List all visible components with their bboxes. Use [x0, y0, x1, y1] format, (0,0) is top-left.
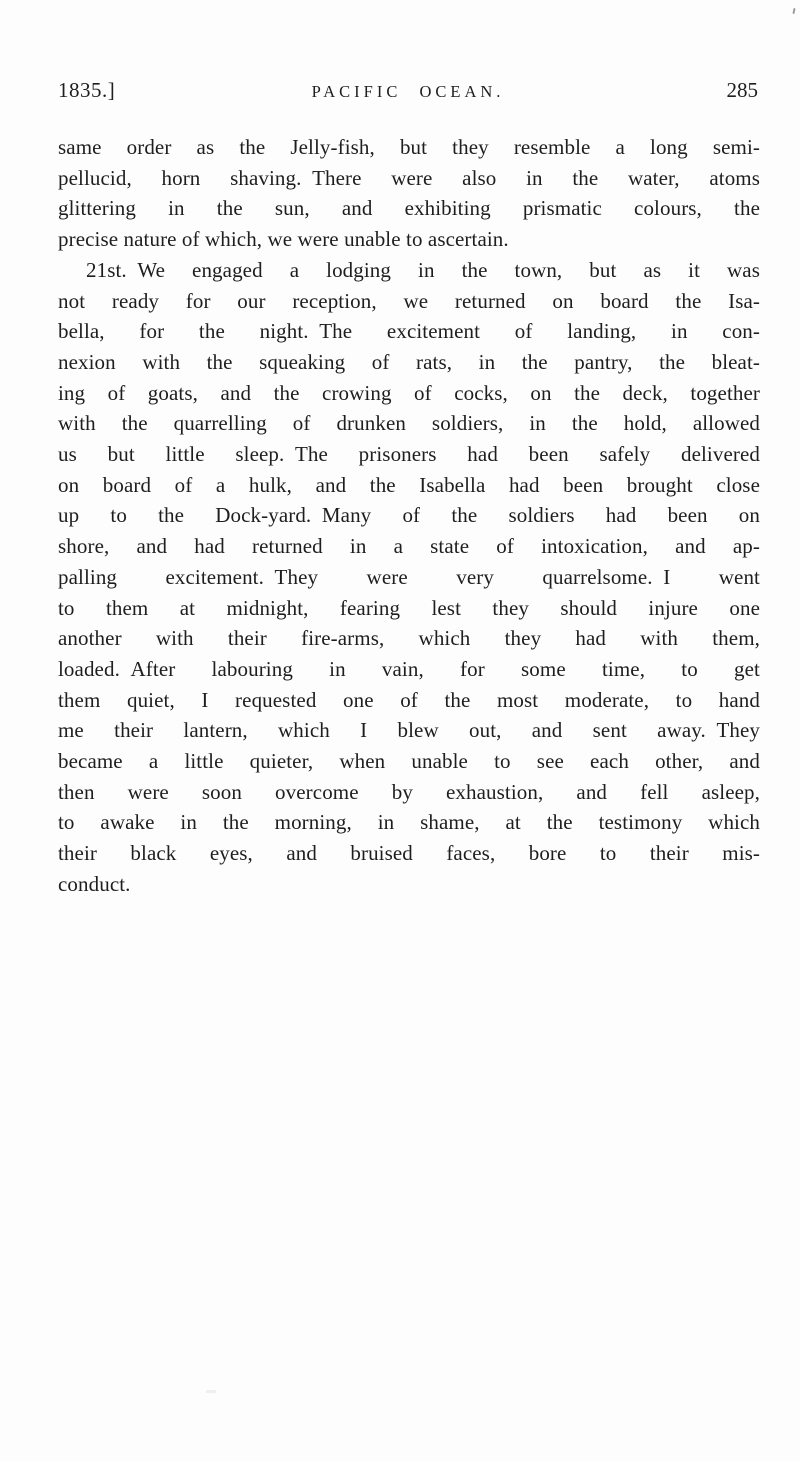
- text-line: then were soon overcome by exhaustion, and fell asleep,: [58, 779, 760, 804]
- text-line: palling excitement. They were very quarrelsome. I went: [58, 564, 760, 589]
- text-line: ing of goats, and the crowing of cocks, on the deck, together: [58, 380, 760, 405]
- page-text: [0, 132, 760, 900]
- text-line: nexion with the squeaking of rats, in the pantry, the bleat-: [58, 349, 760, 374]
- text-line: not ready for our reception, we returned on board the Isa-: [58, 288, 760, 313]
- text-line: pellucid, horn shaving. There were also in the water, atoms: [58, 165, 760, 190]
- text-line: with the quarrelling of drunken soldiers, in the hold, allowed: [58, 411, 760, 436]
- text-line: another with their fire-arms, which they had with them,: [58, 626, 760, 651]
- text-line: bella, for the night. The excitement of landing, in con-: [58, 319, 760, 344]
- text-line: on board of a hulk, and the Isabella had been brought close: [58, 472, 760, 497]
- text-line: to them at midnight, fearing lest they should injure one: [58, 595, 760, 620]
- text-line: 21st. We engaged a lodging in the town, but as it was: [86, 257, 760, 282]
- header-title: PACIFIC OCEAN.: [311, 82, 505, 101]
- text-line: loaded. After labouring in vain, for some time, to get: [58, 656, 760, 681]
- text-line: me their lantern, which I blew out, and sent away. They: [58, 718, 760, 743]
- header-year: 1835.]: [58, 78, 116, 102]
- text-line: their black eyes, and bruised faces, bore to their mis-: [58, 841, 760, 866]
- text-line: conduct.: [58, 871, 131, 896]
- text-line: up to the Dock-yard. Many of the soldiers had been on: [58, 503, 760, 528]
- text-line: precise nature of which, we were unable to ascertain.: [58, 227, 509, 252]
- scan-speck-icon: [206, 1390, 216, 1393]
- text-line: shore, and had returned in a state of intoxication, and ap-: [58, 534, 760, 559]
- text-line: same order as the Jelly-fish, but they resemble a long semi-: [58, 135, 760, 159]
- text-line: glittering in the sun, and exhibiting prismatic colours, the: [58, 196, 760, 221]
- paragraph: [58, 255, 760, 900]
- text-line: us but little sleep. The prisoners had been safely delivered: [58, 442, 760, 467]
- header-page-number: 285: [726, 78, 758, 102]
- text-line: became a little quieter, when unable to see each other, and: [58, 749, 760, 774]
- text-line: them quiet, I requested one of the most moderate, to hand: [58, 687, 760, 712]
- running-header: [0, 0, 800, 103]
- paragraph: [58, 132, 760, 255]
- text-line: to awake in the morning, in shame, at the testimony which: [58, 810, 760, 835]
